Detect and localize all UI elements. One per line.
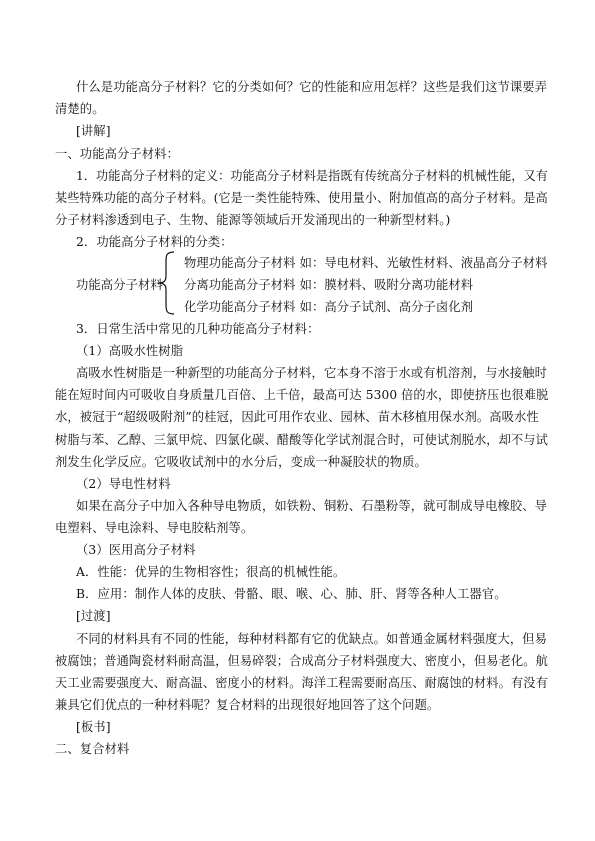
- subsection-1-line-1: 高吸水性树脂是一种新型的功能高分子材料，它本身不溶于水或有机溶剂，与水接触时: [76, 366, 548, 380]
- section-1-title: 一、功能高分子材料：: [55, 147, 179, 161]
- subsection-1-title: （1）高吸水性树脂: [76, 344, 184, 358]
- classification-item-physical: 物理功能高分子材料 如：导电材料、光敏性材料、液晶高分子材料: [184, 256, 548, 270]
- tag-board: [板书]: [76, 720, 111, 734]
- transition-line-3: 天工业需要强度大、耐高温、密度小的材料。海洋工程需要耐高压、耐腐蚀的材料。有没有: [55, 676, 548, 690]
- subsection-1-line-4: 树脂与苯、乙醇、三氯甲烷、四氯化碳、醋酸等化学试剂混合时，可使试剂脱水，却不与试: [55, 433, 548, 447]
- definition-line-1: 1．功能高分子材料的定义：功能高分子材料是指既有传统高分子材料的机械性能，又有: [76, 169, 549, 183]
- classification-item-separation: 分离功能高分子材料 如：膜材料、吸附分离功能材料: [184, 278, 474, 292]
- subsection-3-title: （3）医用高分子材料: [76, 543, 196, 557]
- daily-materials-title: 3．日常生活中常见的几种功能高分子材料：: [76, 322, 320, 336]
- transition-line-4: 兼具它们优点的一种材料呢？复合材料的出现很好地回答了这个问题。: [55, 698, 440, 712]
- subsection-2-line-2: 电塑料、导电涂料、导电胶粘剂等。: [55, 521, 254, 535]
- tag-lecture: [讲解]: [76, 124, 111, 138]
- subsection-3-performance: A．性能：优异的生物相容性；很高的机械性能。: [76, 565, 346, 579]
- section-2-title: 二、复合材料: [55, 742, 130, 756]
- subsection-1-line-2: 能在短时间内可吸收自身质量几百倍、上千倍，最高可达 5300 倍的水，即使挤压也很难脱: [55, 388, 549, 402]
- classification-item-chemical: 化学功能高分子材料 如：高分子试剂、高分子卤化剂: [184, 300, 474, 314]
- transition-line-2: 被腐蚀；普通陶瓷材料耐高温，但易碎裂；合成高分子材料强度大、密度小，但易老化。航: [55, 654, 548, 668]
- definition-line-2: 某些特殊功能的高分子材料。(它是一类性能特殊、使用量小、附加值高的高分子材料。是高: [55, 191, 548, 205]
- curly-brace-icon: [150, 250, 180, 316]
- intro-line-1: 什么是功能高分子材料？它的分类如何？它的性能和应用怎样？这些是我们这节课要弄: [76, 80, 548, 94]
- definition-line-3: 分子材料渗透到电子、生物、能源等领域后开发涌现出的一种新型材料。): [55, 213, 451, 227]
- subsection-2-title: （2）导电性材料: [76, 477, 171, 491]
- classification-title: 2．功能高分子材料的分类：: [76, 235, 233, 249]
- transition-line-1: 不同的材料具有不同的性能，每种材料都有它的优缺点。如普通金属材料强度大，但易: [76, 632, 548, 646]
- classification-root: 功能高分子材料: [76, 278, 163, 292]
- intro-line-2: 清楚的。: [55, 102, 105, 116]
- subsection-2-line-1: 如果在高分子中加入各种导电物质，如铁粉、铜粉、石墨粉等，就可制成导电橡胶、导: [76, 499, 548, 513]
- subsection-3-application: B．应用：制作人体的皮肤、骨骼、眼、喉、心、肺、肝、肾等各种人工器官。: [76, 587, 507, 601]
- subsection-1-line-5: 剂发生化学反应。它吸收试剂中的水分后，变成一种凝胶状的物质。: [55, 455, 427, 469]
- tag-transition: [过渡]: [76, 609, 111, 623]
- subsection-1-line-3: 水，被冠于“超级吸附剂”的桂冠，因此可用作农业、园林、苗木移植用保水剂。高吸水性: [55, 410, 539, 424]
